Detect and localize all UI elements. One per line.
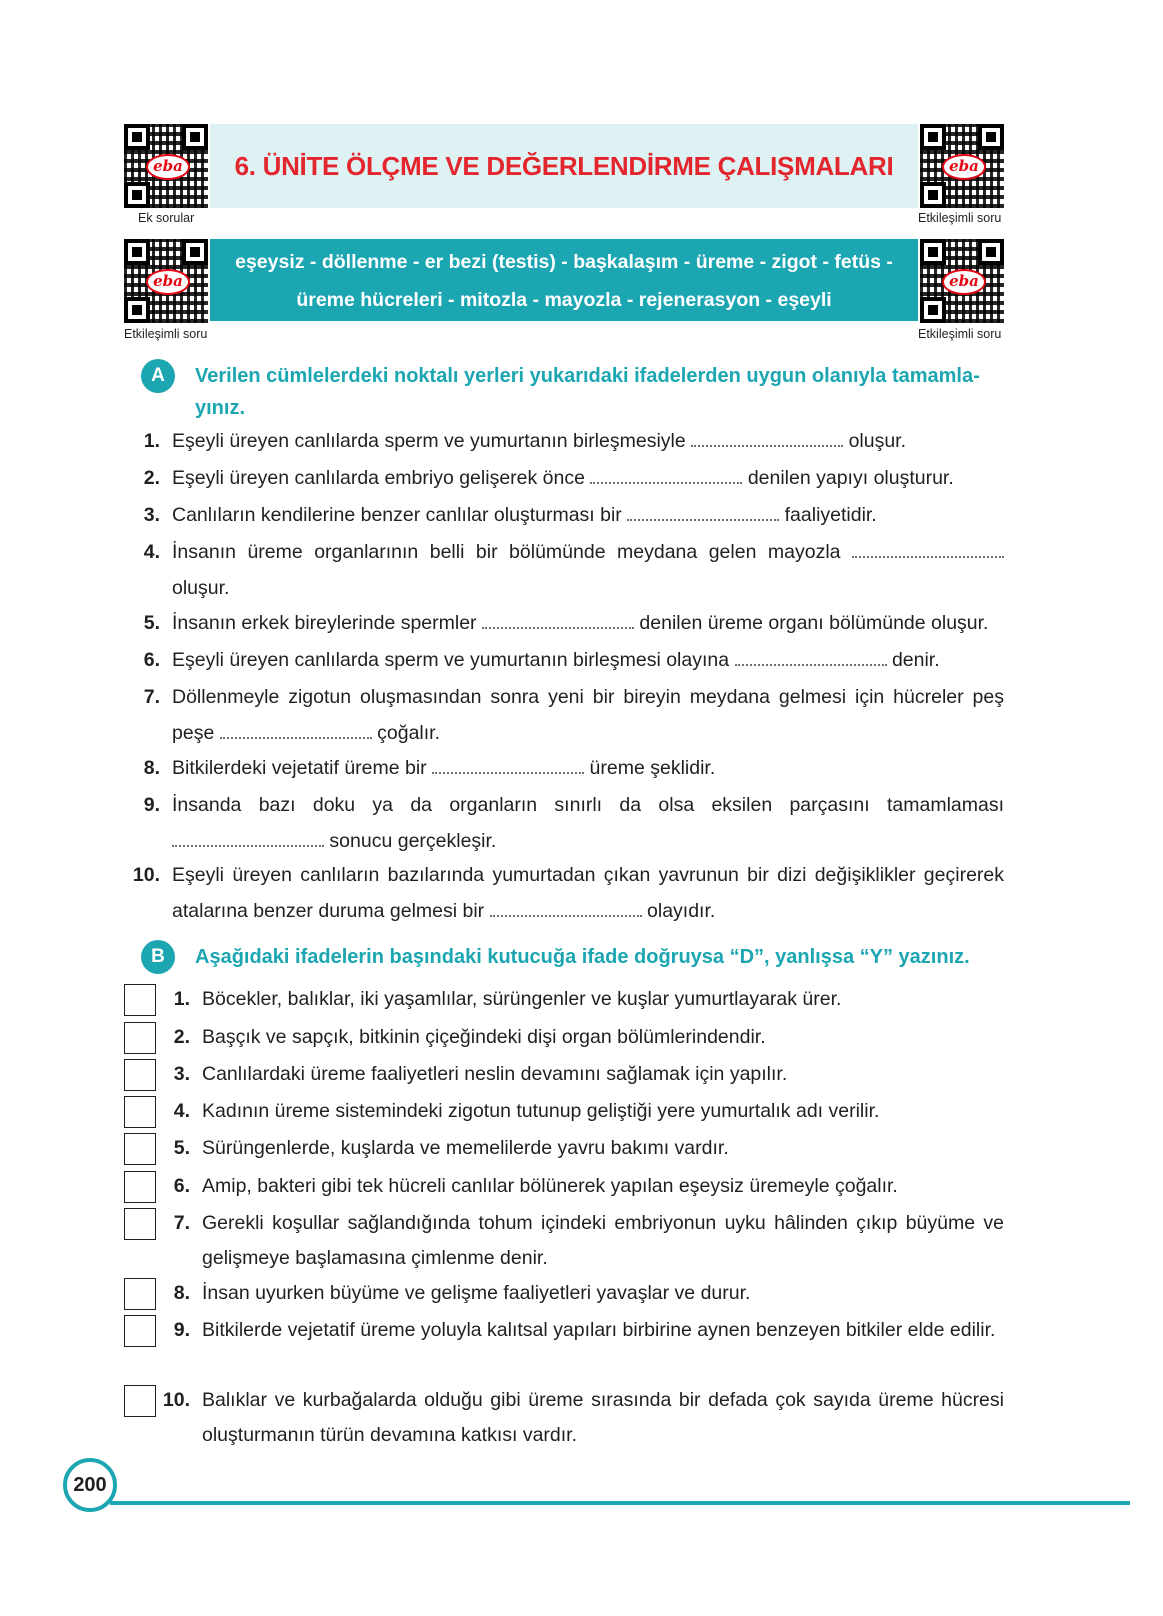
question-text [172, 534, 1004, 606]
statement-text: Canlılardaki üreme faaliyetleri neslin devamını sağlamak için yapılır. [202, 1063, 788, 1085]
question-text-after: üreme şeklidir. [589, 757, 716, 779]
qr-code-icon[interactable] [124, 239, 208, 323]
answer-blank[interactable] [627, 509, 779, 521]
question-number: 1. [143, 430, 160, 452]
question-text [172, 679, 1004, 751]
question-row [130, 679, 1004, 751]
word-bank-line: eşeysiz - döllenme - er bezi (testis) - başkalaşım - üreme - zigot - fetüs - [235, 251, 893, 273]
answer-blank[interactable] [735, 654, 887, 666]
page-number: 200 [63, 1458, 117, 1512]
answer-blank[interactable] [220, 727, 372, 739]
question-row [130, 787, 1004, 859]
statement-text: İnsan uyurken büyüme ve gelişme faaliyetleri yavaşlar ve durur. [202, 1282, 751, 1304]
question-text-before: Bitkilerdeki vejetatif üreme bir [172, 757, 427, 779]
word-bank [210, 239, 918, 321]
footer-rule [110, 1501, 1130, 1505]
answer-box[interactable] [124, 1208, 156, 1240]
question-number: 1. [173, 988, 190, 1010]
question-number: 6. [173, 1175, 190, 1197]
question-number: 2. [173, 1026, 190, 1048]
true-false-row [124, 1383, 1004, 1453]
question-number: 7. [143, 686, 160, 708]
question-text [172, 750, 1004, 786]
question-number: 6. [143, 649, 160, 671]
question-text-after: sonucu gerçekleşir. [329, 830, 497, 852]
answer-box[interactable] [124, 1059, 156, 1091]
true-false-row [124, 1276, 1004, 1311]
true-false-row [124, 1206, 1004, 1276]
eba-logo: eba [146, 154, 190, 180]
statement-text: Gerekli koşullar sağlandığında tohum içindeki embriyonun uyku hâlinden çıkıp büyüme ve gelişmeye başlamasına çimlenme denir. [202, 1212, 1004, 1269]
question-number: 8. [143, 757, 160, 779]
eba-logo: eba [942, 269, 986, 295]
answer-box[interactable] [124, 1022, 156, 1054]
question-number: 2. [143, 467, 160, 489]
answer-blank[interactable] [590, 472, 742, 484]
question-text [172, 642, 1004, 678]
question-text-before: İnsanın erkek bireylerinde spermler [172, 612, 477, 634]
eba-logo: eba [942, 154, 986, 180]
question-number: 8. [173, 1282, 190, 1304]
title-banner [210, 124, 918, 208]
question-text-after: faaliyetidir. [784, 504, 877, 526]
true-false-row [124, 1020, 1004, 1055]
question-text-before: Eşeyli üreyen canlılarda sperm ve yumurtanın birleşmesi olayına [172, 649, 730, 671]
answer-blank[interactable] [852, 546, 1004, 558]
question-row [130, 857, 1004, 929]
question-text-before: Döllenmeyle zigotun oluşmasından sonra yeni bir bireyin meydana gelmesi için hücreler peş peşe [172, 686, 1004, 744]
statement-text: Başçık ve sapçık, bitkinin çiçeğindeki dişi organ bölümlerindendir. [202, 1026, 766, 1048]
question-text-before: Eşeyli üreyen canlılarda embriyo gelişerek önce [172, 467, 585, 489]
answer-blank[interactable] [482, 617, 634, 629]
question-text-after: oluşur. [848, 430, 907, 452]
question-number: 5. [173, 1137, 190, 1159]
question-text [172, 857, 1004, 929]
true-false-row [124, 1057, 1004, 1092]
question-number: 3. [143, 504, 160, 526]
section-b-instruction: Aşağıdaki ifadelerin başındaki kutucuğa ifade doğruysa “D”, yanlışsa “Y” yazınız. [195, 946, 970, 968]
question-row [130, 534, 1004, 606]
question-text-before: Canlıların kendilerine benzer canlılar oluşturması bir [172, 504, 622, 526]
answer-box[interactable] [124, 1315, 156, 1347]
question-text-after: denilen yapıyı oluşturur. [747, 467, 954, 489]
qr-code-icon[interactable] [920, 239, 1004, 323]
question-number: 9. [143, 794, 160, 816]
question-row [130, 642, 1004, 678]
section-a-instruction [195, 358, 1007, 426]
question-number: 7. [173, 1212, 190, 1234]
question-text-before: Eşeyli üreyen canlıların bazılarında yumurtadan çıkan yavrunun bir dizi değişiklikler geçirerek atalarına benzer duruma gelmesi bir [172, 864, 1004, 922]
instruction-line: yınız. [195, 397, 246, 419]
question-number: 4. [143, 541, 160, 563]
question-text-after: denir. [891, 649, 940, 671]
eba-logo: eba [146, 269, 190, 295]
statement-text: Sürüngenlerde, kuşlarda ve memelilerde yavru bakımı vardır. [202, 1137, 729, 1159]
answer-blank[interactable] [691, 435, 843, 447]
word-bank-line: üreme hücreleri - mitozla - mayozla - rejenerasyon - eşeyli [296, 289, 832, 311]
question-text [172, 787, 1004, 859]
question-text [172, 423, 1004, 459]
section-a-badge: A [141, 359, 175, 393]
question-text-after: çoğalır. [377, 722, 441, 744]
question-row [130, 423, 1004, 459]
question-row [130, 497, 1004, 533]
question-text-before: İnsanda bazı doku ya da organların sınırlı da olsa eksilen parçasını tamamlaması [172, 794, 1004, 816]
qr-caption: Ek sorular [138, 211, 195, 225]
true-false-row [124, 1094, 1004, 1129]
statement-text: Kadının üreme sistemindeki zigotun tutunup geliştiği yere yumurtalık adı verilir. [202, 1100, 880, 1122]
qr-caption: Etkileşimli soru [918, 211, 1002, 225]
qr-code-icon[interactable] [920, 124, 1004, 208]
question-text-after: oluşur. [172, 577, 230, 599]
question-text [172, 605, 1004, 641]
question-number: 10. [132, 864, 160, 886]
question-number: 3. [173, 1063, 190, 1085]
answer-box[interactable] [124, 1171, 156, 1203]
true-false-row [124, 1131, 1004, 1166]
statement-text: Amip, bakteri gibi tek hücreli canlılar bölünerek yapılan eşeysiz üremeyle çoğalır. [202, 1175, 898, 1197]
page-title: 6. ÜNİTE ÖLÇME VE DEĞERLENDİRME ÇALIŞMALARI [234, 151, 894, 181]
question-text [172, 460, 1004, 496]
answer-blank[interactable] [490, 905, 642, 917]
instruction-line: Verilen cümlelerdeki noktalı yerleri yukarıdaki ifadelerden uygun olanıyla tamamla- [195, 365, 980, 387]
answer-box[interactable] [124, 1385, 156, 1417]
qr-caption: Etkileşimli soru [124, 327, 208, 341]
question-row [130, 460, 1004, 496]
question-number: 5. [143, 612, 160, 634]
qr-code-icon[interactable] [124, 124, 208, 208]
question-text-before: Eşeyli üreyen canlılarda sperm ve yumurtanın birleşmesiyle [172, 430, 686, 452]
question-row [130, 750, 1004, 786]
qr-caption: Etkileşimli soru [918, 327, 1002, 341]
section-b-badge: B [141, 940, 175, 974]
answer-box[interactable] [124, 1278, 156, 1310]
true-false-row [124, 1313, 1004, 1348]
question-text-after: denilen üreme organı bölümünde oluşur. [639, 612, 989, 634]
question-text-after: olayıdır. [647, 900, 716, 922]
answer-box[interactable] [124, 1096, 156, 1128]
answer-box[interactable] [124, 1133, 156, 1165]
question-text [172, 497, 1004, 533]
question-text-before: İnsanın üreme organlarının belli bir bölümünde meydana gelen mayozla [172, 541, 841, 563]
question-number: 4. [173, 1100, 190, 1122]
statement-text: Bitkilerde vejetatif üreme yoluyla kalıtsal yapıları birbirine aynen benzeyen bitkiler elde edilir. [202, 1319, 996, 1341]
answer-blank[interactable] [432, 762, 584, 774]
statement-text: Böcekler, balıklar, iki yaşamlılar, sürüngenler ve kuşlar yumurtlayarak ürer. [202, 988, 842, 1010]
answer-box[interactable] [124, 984, 156, 1016]
statement-text: Balıklar ve kurbağalarda olduğu gibi üreme sırasında bir defada çok sayıda üreme hücresi oluşturmanın türün devamına katkısı vardır. [202, 1389, 1004, 1446]
question-row [130, 605, 1004, 641]
true-false-row [124, 982, 1004, 1017]
answer-blank[interactable] [172, 835, 324, 847]
question-number: 9. [173, 1319, 190, 1341]
question-number: 10. [162, 1389, 190, 1411]
true-false-row [124, 1169, 1004, 1204]
